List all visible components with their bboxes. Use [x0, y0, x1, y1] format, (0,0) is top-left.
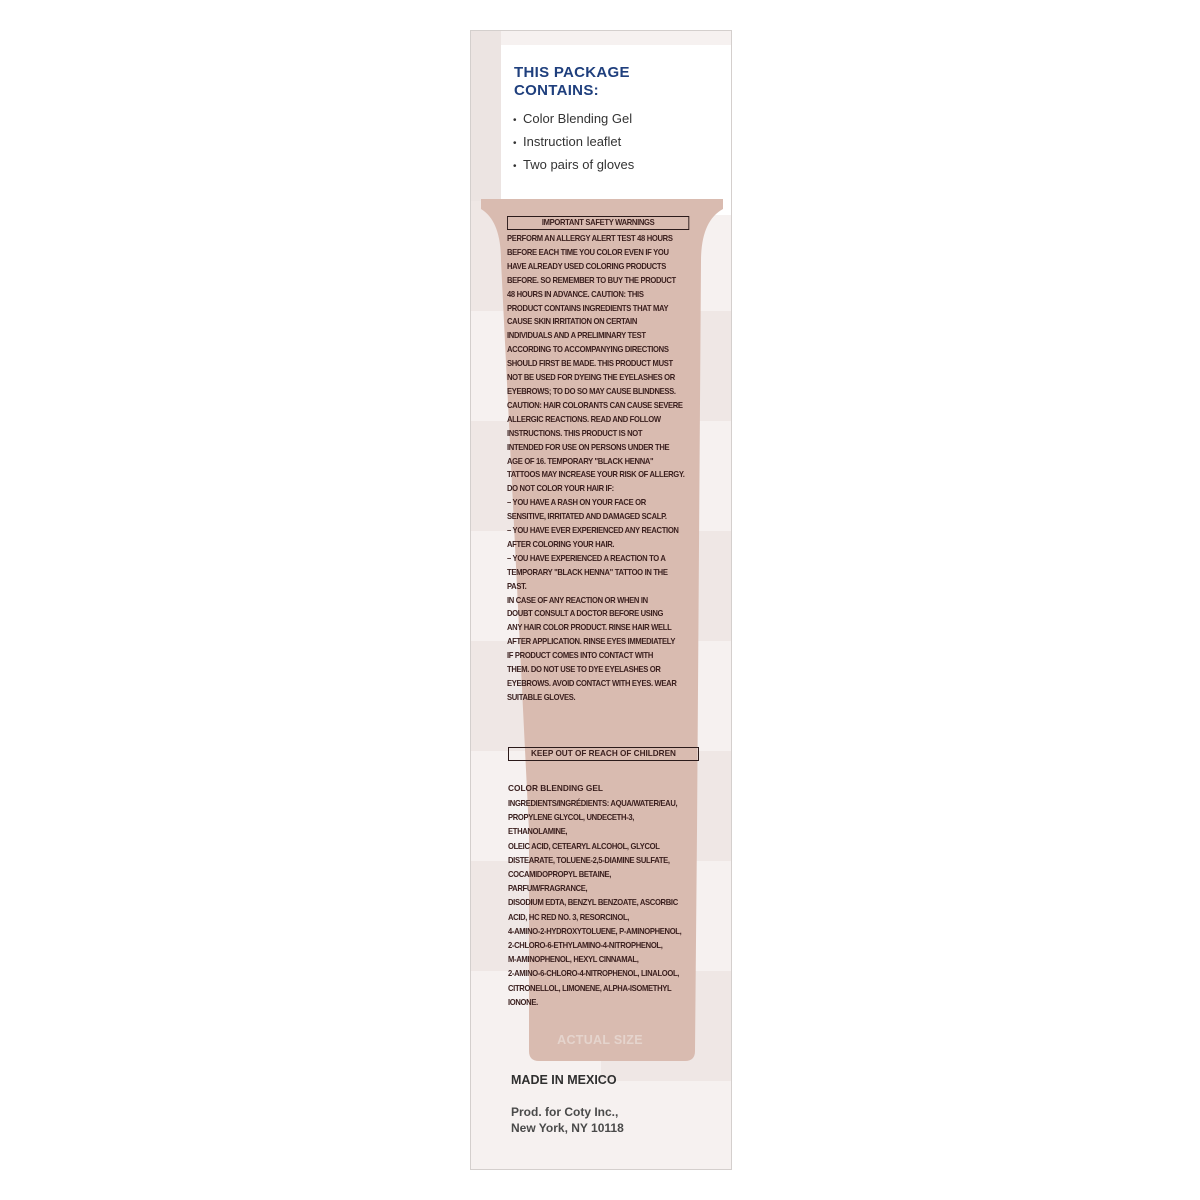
keep-out-of-reach-label [508, 747, 699, 763]
safety-warnings [507, 216, 689, 705]
actual-size-label: ACTUAL SIZE [557, 1033, 643, 1047]
bullet-icon: • [513, 161, 517, 172]
ingredients-title: COLOR BLENDING GEL [508, 783, 603, 793]
made-in-label: MADE IN MEXICO [511, 1073, 617, 1087]
list-item-label: Two pairs of gloves [523, 157, 635, 172]
keep-out-text: KEEP OUT OF REACH OF CHILDREN [508, 747, 699, 761]
product-box-side-panel [470, 30, 732, 1170]
producer-address: Prod. for Coty Inc., New York, NY 10118 [511, 1105, 624, 1135]
ingredients-text: INGREDIENTS/INGRÉDIENTS: AQUA/WATER/EAU, PROPYLENE GLYCOL, UNDECETH-3, ETHANOLAMINE, OLEIC ACID, CETEARYL ALCOHOL, GLYCOL DISTEARATE, TOLUENE-2,5-DIAMINE SULFATE, COCAMIDOPROPYL BETAINE, PARFUM/FRAGRANCE, DISODIUM EDTA, BENZYL BENZOATE, ASCORBIC ACID, HC RED NO. 3, RESORCINOL, 4-AMINO-2-HYDROXYTOLUENE, P-AMINOPHENOL, 2-CHLORO-6-ETHYLAMINO-4-NITROPHENOL, M-AMINOPHENOL, HEXYL CINNAMAL, 2-AMINO-6-CHLORO-4-NITROPHENOL, LINALOOL, CITRONELLOL, LIMONENE, ALPHA-ISOMETHYL IONONE. [508, 799, 682, 1007]
list-item-label: Color Blending Gel [523, 111, 633, 126]
bullet-icon: • [513, 115, 517, 126]
safety-warnings-text: PERFORM AN ALLERGY ALERT TEST 48 HOURS BEFORE EACH TIME YOU COLOR EVEN IF YOU HAVE ALREADY USED COLORING PRODUCTS BEFORE. SO REMEMBER TO BUY THE PRODUCT 48 HOURS IN ADVANCE. CAUTION: THIS PRODUCT CONTAINS INGREDIENTS THAT MAY CAUSE SKIN IRRITATION ON CERTAIN INDIVIDUALS AND A PRELIMINARY TEST ACCORDING TO ACCOMPANYING DIRECTIONS SHOULD FIRST BE MADE. THIS PRODUCT MUST NOT BE USED FOR DYEING THE EYELASHES OR EYEBROWS; TO DO SO MAY CAUSE BLINDNESS. CAUTION: HAIR COLORANTS CAN CAUSE SEVERE ALLERGIC REACTIONS. READ AND FOLLOW INSTRUCTIONS. THIS PRODUCT IS NOT INTENDED FOR USE ON PERSONS UNDER THE AGE OF 16. TEMPORARY "BLACK HENNA" TATTOOS MAY INCREASE YOUR RISK OF ALLERGY. DO NOT COLOR YOUR HAIR IF: – YOU HAVE A RASH ON YOUR FACE OR SENSITIVE, IRRITATED AND DAMAGED SCALP. – YOU HAVE EVER EXPERIENCED ANY REACTION AFTER COLORING YOUR HAIR. – YOU HAVE EXPERIENCED A REACTION TO A TEMPORARY "BLACK HENNA" TATTOO IN THE PAST. IN CASE OF ANY REACTION OR WHEN IN DOUBT CONSULT A DOCTOR BEFORE USING ANY HAIR COLOR PRODUCT. RINSE HAIR WELL AFTER APPLICATION. RINSE EYES IMMEDIATELY IF PRODUCT COMES INTO CONTACT WITH THEM. DO NOT USE TO DYE EYELASHES OR EYEBROWS. AVOID CONTACT WITH EYES. WEAR SUITABLE GLOVES. [507, 234, 685, 702]
safety-warnings-heading: IMPORTANT SAFETY WARNINGS [507, 216, 689, 230]
list-item-label: Instruction leaflet [523, 134, 622, 149]
package-contents-title: THIS PACKAGE CONTAINS: [514, 64, 630, 99]
bullet-icon: • [513, 138, 517, 149]
